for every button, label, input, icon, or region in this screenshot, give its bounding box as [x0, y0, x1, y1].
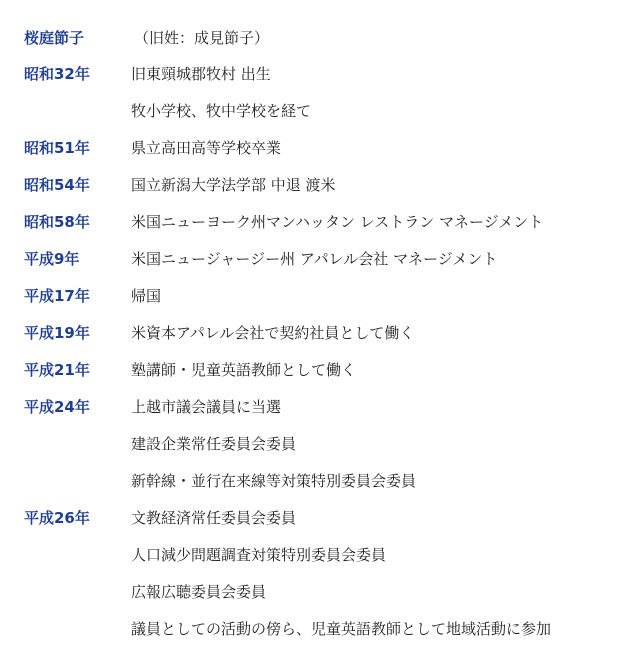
timeline-entry	[0, 173, 620, 210]
timeline-event: 建設企業常任委員会委員	[131, 435, 297, 453]
timeline-events	[131, 321, 620, 358]
timeline-events	[131, 62, 620, 136]
timeline-events	[131, 506, 620, 654]
timeline-event: 新幹線・並行在来線等対策特別委員会委員	[131, 472, 417, 490]
timeline-event: 文教経済常任委員会委員	[131, 509, 297, 527]
timeline-era-label: 昭和51年	[24, 139, 90, 157]
timeline-era-label: 平成9年	[24, 250, 80, 268]
timeline-era-label: 平成17年	[24, 287, 90, 305]
timeline-events	[131, 395, 620, 506]
timeline-event: 旧東頸城郡牧村 出生	[131, 65, 271, 83]
timeline-entry	[0, 136, 620, 173]
timeline-events	[131, 136, 620, 173]
timeline-events	[131, 247, 620, 284]
timeline-event: 帰国	[131, 287, 162, 305]
timeline-era-label: 昭和58年	[24, 213, 90, 231]
timeline-entry	[0, 506, 620, 654]
timeline-event: 議員としての活動の傍ら、児童英語教師として地域活動に参加	[131, 620, 552, 638]
timeline-era-label: 平成19年	[24, 324, 90, 342]
timeline-entry	[0, 358, 620, 395]
profile-maiden-name: （旧姓：成見節子）	[134, 29, 270, 47]
timeline-entry	[0, 62, 620, 136]
timeline-events	[131, 210, 620, 247]
profile-name-row	[0, 26, 620, 50]
timeline-entry	[0, 395, 620, 506]
timeline-entry	[0, 284, 620, 321]
timeline-event: 米国ニュージャージー州 アパレル会社 マネージメント	[131, 250, 498, 268]
timeline-event: 米資本アパレル会社で契約社員として働く	[131, 324, 415, 342]
timeline-event: 県立高田高等学校卒業	[131, 139, 282, 157]
timeline-event: 米国ニューヨーク州マンハッタン レストラン マネージメント	[131, 213, 544, 231]
timeline-event: 牧小学校、牧中学校を経て	[131, 102, 312, 120]
timeline-events	[131, 358, 620, 395]
timeline-entry	[0, 247, 620, 284]
timeline-era-label: 平成21年	[24, 361, 90, 379]
timeline-era-label: 昭和54年	[24, 176, 90, 194]
profile-name-label: 桜庭節子	[24, 29, 85, 47]
timeline-event: 広報広聴委員会委員	[131, 583, 267, 601]
timeline-entry	[0, 210, 620, 247]
timeline-event: 国立新潟大学法学部 中退 渡米	[131, 176, 336, 194]
timeline-era-label: 平成26年	[24, 509, 90, 527]
timeline-event: 人口減少問題調査対策特別委員会委員	[131, 546, 387, 564]
timeline-events	[131, 173, 620, 210]
timeline-era-label: 平成24年	[24, 398, 90, 416]
timeline-event: 上越市議会議員に当選	[131, 398, 282, 416]
timeline-event: 塾講師・児童英語教師として働く	[131, 361, 357, 379]
timeline-entry	[0, 321, 620, 358]
timeline-events	[131, 284, 620, 321]
timeline-era-label: 昭和32年	[24, 65, 90, 83]
biography-timeline	[0, 62, 620, 654]
